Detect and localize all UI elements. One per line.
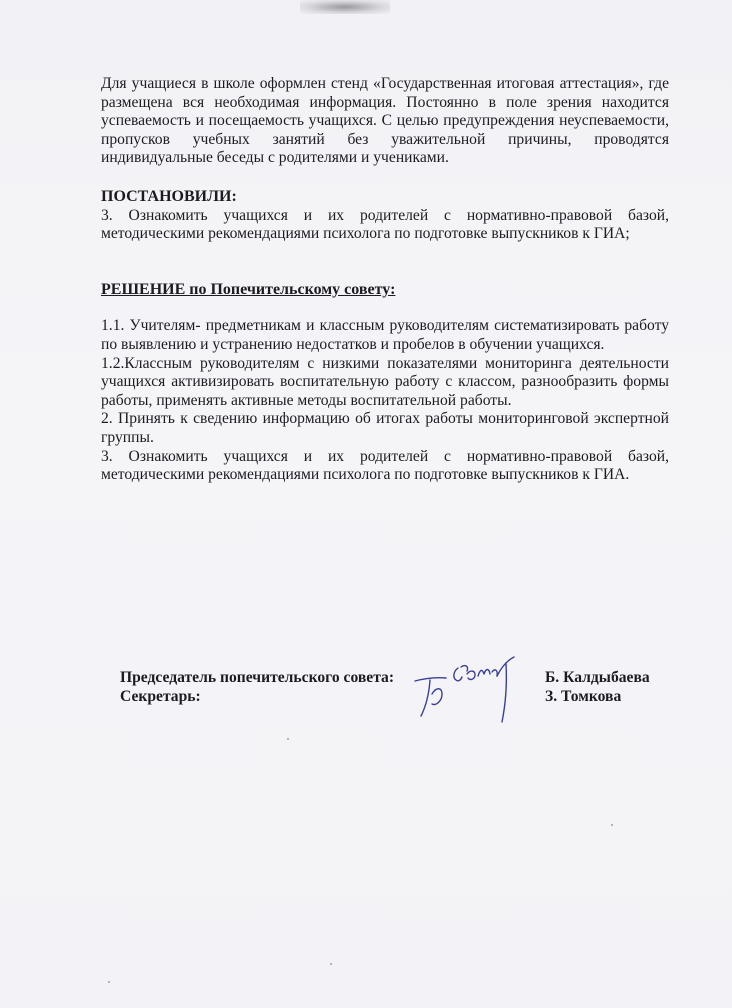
signature-names	[545, 668, 650, 706]
intro-paragraph: Для учащиеся в школе оформлен стенд «Государственная итоговая аттестация», где размещена вся необходимая информация. Постоянно в поле зрения находится успеваемость и посещаемость учащихся. С целью предупреждения неуспеваемости, пропусков учебных занятий без уважительной причины, проводятся индивидуальные беседы с родителями и учениками.	[101, 75, 669, 167]
handwritten-signature	[412, 654, 544, 726]
ink-smudge	[300, 0, 390, 14]
decision-item-3: 3. Ознакомить учащихся и их родителей с нормативно-правовой базой, методическими рекомендациями психолога по подготовке выпускников к ГИА.	[101, 447, 669, 484]
resolved-item: 3. Ознакомить учащихся и их родителей с нормативно-правовой базой, методическими рекомендациями психолога по подготовке выпускников к ГИА;	[101, 206, 669, 243]
secretary-name: З. Томкова	[545, 688, 622, 705]
document-body	[101, 75, 669, 485]
speck	[287, 738, 289, 740]
decision-item-1-1: 1.1. Учителям- предметникам и классным руководителям систематизировать работу по выявлению и устранению недостатков и пробелов в обучении учащихся.	[101, 317, 669, 353]
decision-heading: РЕШЕНИЕ по Попечительскому совету:	[101, 280, 396, 298]
signature-block	[120, 668, 665, 728]
speck	[108, 981, 110, 983]
speck	[330, 963, 332, 965]
chair-name: Б. Калдыбаева	[545, 669, 650, 686]
signature-labels	[120, 668, 394, 706]
bleed-through-marks	[150, 0, 590, 60]
decision-item-1-2: 1.2.Классным руководителям с низкими показателями мониторинга деятельности учащихся активизировать воспитательную работу с классом, разнообразить формы работы, применять активные методы воспитательной работы.	[101, 354, 669, 409]
speck	[611, 824, 613, 826]
chair-label: Председатель попечительского совета:	[120, 669, 395, 686]
secretary-label: Секретарь:	[120, 688, 201, 705]
resolved-heading: ПОСТАНОВИЛИ:	[101, 187, 237, 205]
decision-item-2: 2. Принять к сведению информацию об итогах работы мониторинговой экспертной группы.	[101, 410, 669, 446]
